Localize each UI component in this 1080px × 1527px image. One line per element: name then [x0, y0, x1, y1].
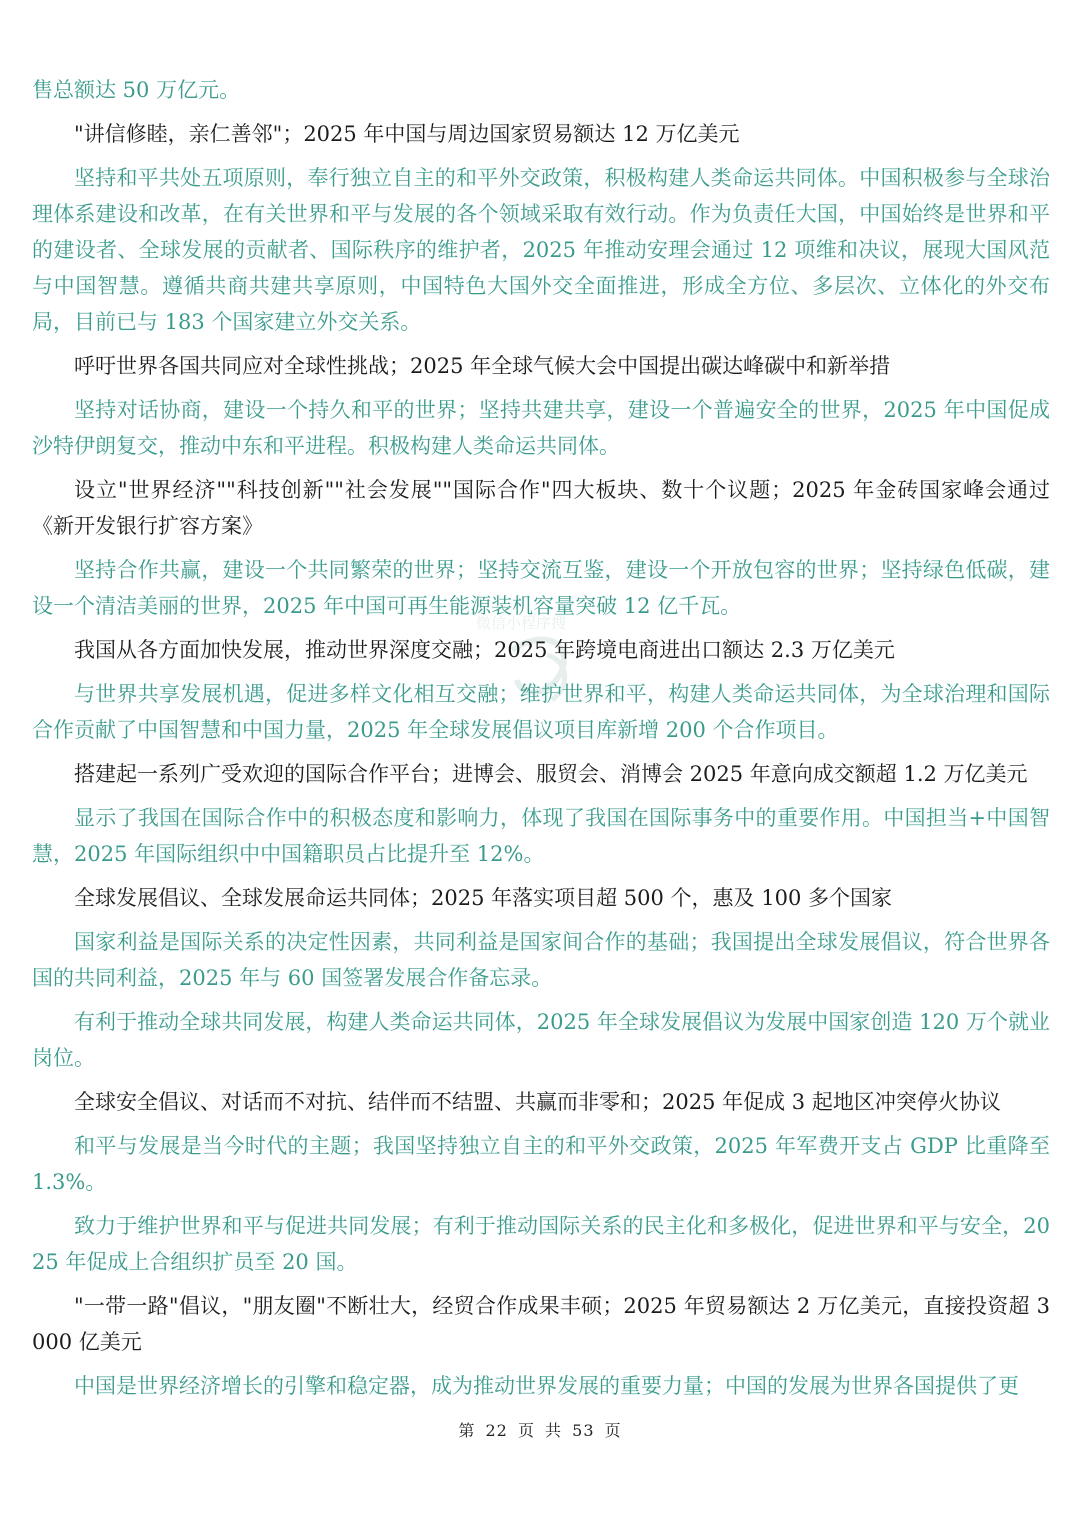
heading-point-paragraph: 搭建起一系列广受欢迎的国际合作平台；进博会、服贸会、消博会 2025 年意向成交额超 1.2 万亿美元 — [74, 762, 1028, 786]
explanation-paragraph: 致力于维护世界和平与促进共同发展；有利于推动国际关系的民主化和多极化，促进世界和平与安全，2025 年促成上合组织扩员至 20 国。 — [32, 1214, 1050, 1274]
heading-point-paragraph: "一带一路"倡议，"朋友圈"不断壮大，经贸合作成果丰硕；2025 年贸易额达 2 万亿美元，直接投资超 3000 亿美元 — [32, 1294, 1050, 1354]
heading-point-paragraph: 全球安全倡议、对话而不对抗、结伴而不结盟、共赢而非零和；2025 年促成 3 起地区冲突停火协议 — [74, 1090, 1001, 1114]
footer-total-word: 共 — [545, 1421, 563, 1440]
watermark-text: 微信小程序搜 — [476, 614, 567, 632]
explanation-paragraph: 中国是世界经济增长的引擎和稳定器，成为推动世界发展的重要力量；中国的发展为世界各国提供了更 — [74, 1374, 1019, 1398]
explanation-paragraph: 坚持对话协商，建设一个持久和平的世界；坚持共建共享，建设一个普遍安全的世界，2025 年中国促成沙特伊朗复交，推动中东和平进程。积极构建人类命运共同体。 — [32, 398, 1050, 458]
explanation-paragraph: 和平与发展是当今时代的主题；我国坚持独立自主的和平外交政策，2025 年军费开支占 GDP 比重降至 1.3%。 — [32, 1134, 1050, 1194]
heading-point-paragraph: "讲信修睦，亲仁善邻"；2025 年中国与周边国家贸易额达 12 万亿美元 — [74, 122, 740, 146]
document-body — [32, 72, 1050, 1412]
explanation-paragraph: 与世界共享发展机遇，促进多样文化相互交融；维护世界和平，构建人类命运共同体，为全球治理和国际合作贡献了中国智慧和中国力量，2025 年全球发展倡议项目库新增 200 个合作项目。 — [32, 682, 1050, 742]
footer-page-number: 22 — [485, 1421, 508, 1440]
footer-total-unit: 页 — [604, 1421, 622, 1440]
page-footer — [0, 1418, 1080, 1441]
footer-page-word: 第 — [458, 1421, 476, 1440]
explanation-paragraph: 坚持合作共赢，建设一个共同繁荣的世界；坚持交流互鉴，建设一个开放包容的世界；坚持绿色低碳，建设一个清洁美丽的世界，2025 年中国可再生能源装机容量突破 12 亿千瓦。 — [32, 558, 1050, 618]
explanation-paragraph: 售总额达 50 万亿元。 — [32, 78, 241, 102]
explanation-paragraph: 国家利益是国际关系的决定性因素，共同利益是国家间合作的基础；我国提出全球发展倡议，符合世界各国的共同利益，2025 年与 60 国签署发展合作备忘录。 — [32, 930, 1050, 990]
explanation-paragraph: 显示了我国在国际合作中的积极态度和影响力，体现了我国在国际事务中的重要作用。中国担当+中国智慧，2025 年国际组织中中国籍职员占比提升至 12%。 — [32, 806, 1050, 866]
explanation-paragraph: 坚持和平共处五项原则，奉行独立自主的和平外交政策，积极构建人类命运共同体。中国积极参与全球治理体系建设和改革，在有关世界和平与发展的各个领域采取有效行动。作为负责任大国，中国始终是世界和平的建设者、全球发展的贡献者、国际秩序的维护者，2025 年推动安理会通过 12 项维和决议，展现大国风范与中国智慧。遵循共商共建共享原则，中国特色大国外交全面推进，形成全方位、多层次、立体化的外交布局，目前已与 183 个国家建立外交关系。 — [32, 166, 1050, 334]
heading-point-paragraph: 设立"世界经济""科技创新""社会发展""国际合作"四大板块、数十个议题；2025 年金砖国家峰会通过《新开发银行扩容方案》 — [32, 478, 1050, 538]
heading-point-paragraph: 全球发展倡议、全球发展命运共同体；2025 年落实项目超 500 个，惠及 100 多个国家 — [74, 886, 892, 910]
footer-total-pages: 53 — [572, 1421, 595, 1440]
footer-page-unit: 页 — [517, 1421, 535, 1440]
explanation-paragraph: 有利于推动全球共同发展，构建人类命运共同体，2025 年全球发展倡议为发展中国家创造 120 万个就业岗位。 — [32, 1010, 1050, 1070]
heading-point-paragraph: 呼吁世界各国共同应对全球性挑战；2025 年全球气候大会中国提出碳达峰碳中和新举措 — [74, 354, 891, 378]
heading-point-paragraph: 我国从各方面加快发展，推动世界深度交融；2025 年跨境电商进出口额达 2.3 万亿美元 — [74, 638, 895, 662]
